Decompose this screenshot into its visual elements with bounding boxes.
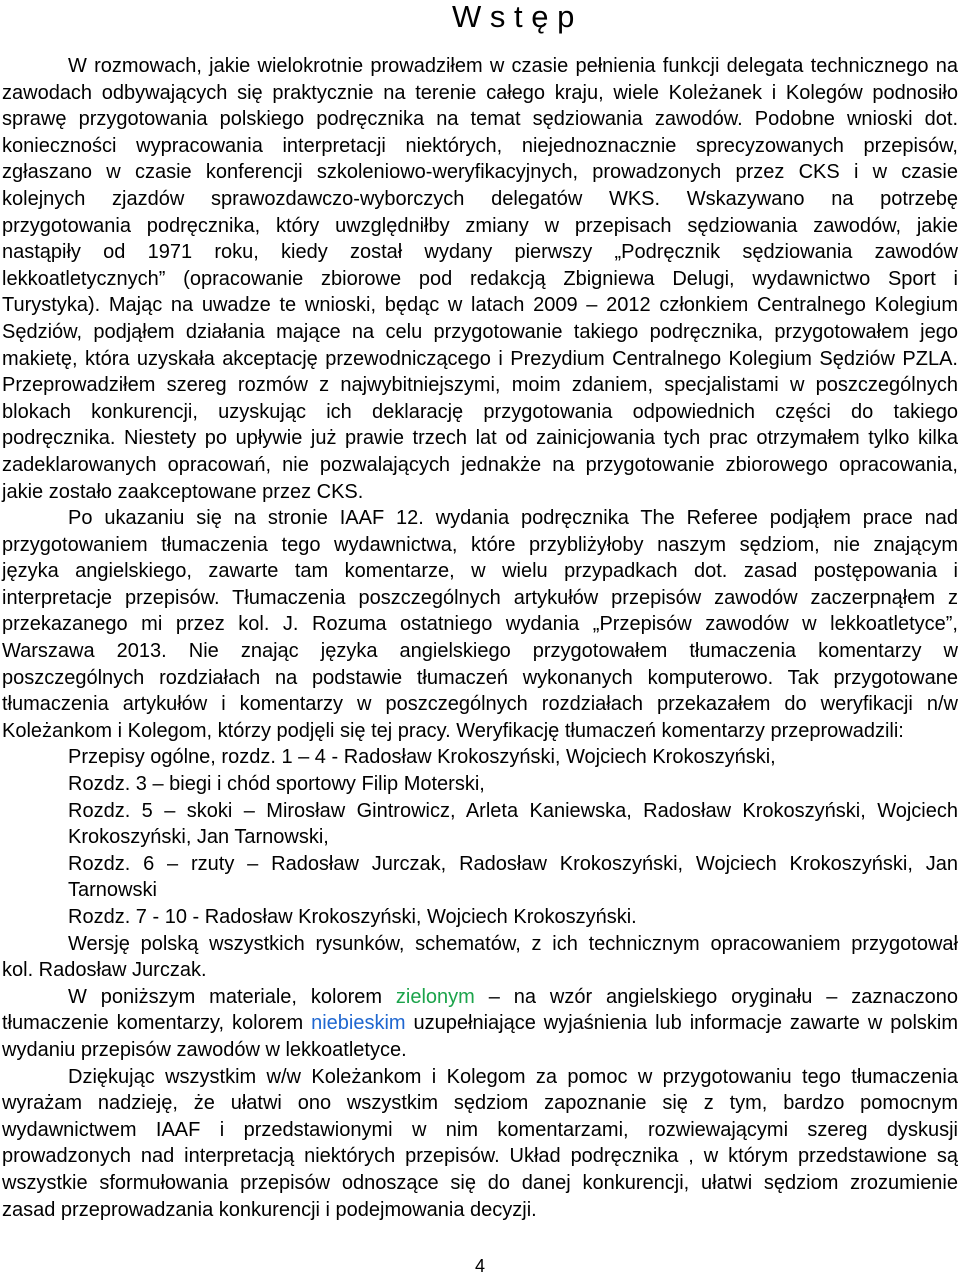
text-line: kol. Radosław Jurczak.: [2, 959, 207, 982]
reviewer-item: [2, 744, 958, 771]
text-line: [2, 984, 958, 1011]
text-line: Przeprowadziłem szereg rozmów z najwybitniejszymi, moim zdaniem, specjalistami w poszczególnych: [2, 374, 958, 397]
text-segment: W poniższym materiale, kolorem: [68, 985, 396, 1008]
text-line: wszystkie sformułowania przepisów odnoszące się do danej konkurencji, ułatwi sędziom zrozumienie: [2, 1171, 958, 1194]
text-line: Tarnowski: [68, 879, 157, 902]
text-line: przygotowaniem tłumaczenia tego wydawnictwa, które przybliżyłoby naszym sędziom, nie znającym: [2, 533, 958, 556]
text-line: [2, 1010, 958, 1037]
text-line: wydaniu przepisów zawodów w lekkoatletyce.: [2, 1038, 407, 1061]
text-line: Rozdz. 5 – skoki – Mirosław Gintrowicz, Arleta Kaniewska, Radosław Krokoszyński, Wojciech: [68, 799, 958, 822]
text-line: Wersję polską wszystkich rysunków, schematów, z ich technicznym opracowaniem przygotował: [68, 932, 958, 955]
reviewer-item: [2, 771, 958, 798]
text-line: podręcznika. Niestety po upływie już prawie trzech lat od zainicjowania tych prac otrzymałem tylko kilka: [2, 427, 958, 450]
text-line: Przepisy ogólne, rozdz. 1 – 4 - Radosław Krokoszyński, Wojciech Krokoszyński,: [68, 746, 776, 769]
reviewer-item: [2, 904, 958, 931]
page-title: W s t ę p: [452, 0, 575, 34]
text-line: sprawę przygotowania polskiego podręcznika na temat sędziowania zawodów. Podobne wnioski dot.: [2, 108, 958, 131]
text-line: jakie zostało zaakceptowane przez CKS.: [2, 480, 364, 503]
reviewer-item: [2, 798, 958, 851]
text-line: zasad przeprowadzania konkurencji i podejmowania decyzji.: [2, 1198, 537, 1221]
text-line: Po ukazaniu się na stronie IAAF 12. wydania podręcznika The Referee podjąłem prace nad: [68, 507, 958, 530]
text-line: lekkoatletycznych” (opracowanie zbiorowe pod redakcją Zbigniewa Delugi, wydawnictwo Sport i: [2, 267, 958, 290]
paragraph-translation: [2, 505, 958, 744]
text-line: blokach konkurencji, uzyskując ich deklarację przygotowania odpowiednich części do takiego: [2, 400, 958, 423]
text-line: Krokoszyński, Jan Tarnowski,: [68, 826, 329, 849]
text-line: prowadzonych nad interpretacją niektórych przepisów. Układ podręcznika , w którym przedstawione są: [2, 1145, 958, 1168]
paragraph-acknowledgement: [2, 1064, 958, 1224]
paragraph-intro: [2, 53, 958, 505]
text-line: zgłaszano w czasie konferencji szkoleniowo-weryfikacyjnych, prowadzonych przez CKS i w czasie: [2, 161, 958, 184]
blue-marker-word: niebieskim: [311, 1012, 406, 1035]
text-line: Rozdz. 3 – biegi i chód sportowy Filip Moterski,: [68, 773, 485, 796]
text-line: zawodach odbywających się praktycznie na terenie całego kraju, wiele Koleżanek i Kolegów podnosiło: [2, 81, 958, 104]
text-line: poszczególnych rozdziałach na podstawie tłumaczeń wykonanych komputerowo. Tak przygotowane: [2, 666, 958, 689]
paragraph-drawings: [2, 931, 958, 984]
text-line: makietę, która uzyskała akceptację przewodniczącego i Prezydium Centralnego Kolegium Sędziów PZLA.: [2, 347, 958, 370]
text-line: W rozmowach, jakie wielokrotnie prowadziłem w czasie pełnienia funkcji delegata technicznego na: [68, 55, 958, 77]
paragraph-color-legend: [2, 984, 958, 1064]
green-marker-word: zielonym: [395, 985, 475, 1008]
text-line: przygotowania podręcznika, który uwzględniłby zmiany w przepisach sędziowania zawodów, jakie: [2, 214, 958, 237]
text-line: Koleżankom i Kolegom, którzy podjęli się tej pracy. Weryfikację tłumaczeń komentarzy przeprowadzili:: [2, 719, 904, 742]
text-line: wyrażam nadzieję, że ułatwi ono wszystkim sędziom zapoznanie się z tym, bardzo pomocnym: [2, 1092, 958, 1115]
text-segment: uzupełniające wyjaśnienia lub informacje zawarte w polskim: [405, 1012, 959, 1035]
document-body: [2, 53, 958, 1223]
text-line: Sędziów, podjąłem działania mające na celu przygotowanie takiego podręcznika, przygotowałem jego: [2, 320, 958, 343]
text-line: Turystyka). Mając na uwadze te wnioski, będąc w latach 2009 – 2012 członkiem Centralnego Kolegium: [2, 294, 958, 317]
text-line: wydawnictwem IAAF i przedstawionymi w nim komentarzami, rozwiewającymi szereg dyskusji: [2, 1118, 958, 1141]
text-line: Warszawa 2013. Nie znając języka angielskiego przygotowałem tłumaczenia komentarzy w: [2, 640, 958, 663]
text-line: zadeklarowanych opracowań, nie pozwalających jednakże na przygotowanie zbiorowego opracowania,: [2, 453, 958, 476]
text-line: Rozdz. 7 - 10 - Radosław Krokoszyński, Wojciech Krokoszyński.: [68, 906, 637, 928]
text-line: nastąpiły od 1971 roku, kiedy został wydany pierwszy „Podręcznik sędziowania zawodów: [2, 241, 958, 264]
text-line: przekazanego mi przez kol. J. Rozuma ostatniego wydania „Przepisów zawodów w lekkoatletyce”,: [2, 613, 958, 636]
reviewers-list: [2, 744, 958, 930]
text-line: interpretacje przepisów. Tłumaczenia poszczególnych artykułów przepisów zawodów zaczerpnąłem z: [2, 586, 958, 609]
text-line: Rozdz. 6 – rzuty – Radosław Jurczak, Radosław Krokoszyński, Wojciech Krokoszyński, Jan: [68, 852, 958, 875]
text-line: języka angielskiego, zawarte tam komentarze, w wielu przypadkach dot. zasad postępowania i: [2, 560, 958, 583]
page-number: 4: [474, 1256, 485, 1276]
reviewer-item: [2, 851, 958, 904]
text-line: Dziękując wszystkim w/w Koleżankom i Kolegom za pomoc w przygotowaniu tego tłumaczenia: [68, 1065, 958, 1088]
text-line: tłumaczenia artykułów i komentarzy w poszczególnych rozdziałach przekazałem do weryfikacji n/w: [2, 693, 958, 716]
text-line: kolejnych zjazdów sprawozdawczo-wyborczych delegatów WKS. Wskazywano na potrzebę: [2, 187, 958, 210]
text-segment: – na wzór angielskiego oryginału – zaznaczono: [474, 985, 958, 1008]
text-segment: tłumaczenie komentarzy, kolorem: [2, 1012, 312, 1035]
text-line: konieczności wypracowania interpretacji niektórych, niejednoznacznie sprecyzowanych przepisów,: [2, 134, 958, 157]
